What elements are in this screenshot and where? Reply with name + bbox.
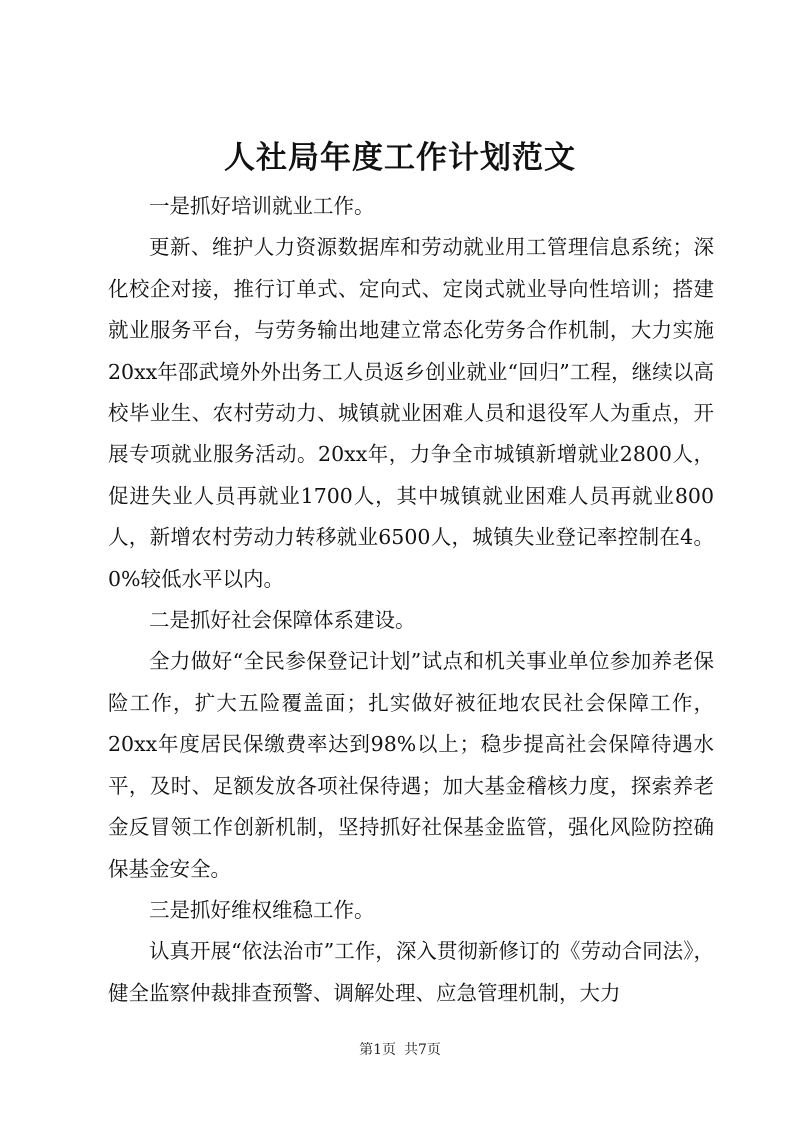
page-number: 第1页 (359, 1042, 396, 1058)
paragraph-employment-details: 更新、维护人力资源数据库和劳动就业用工管理信息系统；深化校企对接，推行订单式、定向式、定岗式就业导向性培训；搭建就业服务平台，与劳务输出地建立常态化劳务合作机制，大力实施20xx年邵武境外外出务工人员返乡创业就业“回归”工程，继续以高校毕业生、农村劳动力、城镇就业困难人员和退役军人为重点，开展专项就业服务活动。20xx年，力争全市城镇新增就业2800人，促进失业人员再就业1700人，其中城镇就业困难人员再就业800人，新增农村劳动力转移就业6500人，城镇失业登记率控制在4。0%较低水平以内。 (108, 235, 714, 591)
page-footer (0, 1040, 800, 1060)
paragraph-heading-social-security: 二是抓好社会保障体系建设。 (149, 608, 416, 633)
document-title: 人社局年度工作计划范文 (224, 140, 576, 176)
document-body (108, 186, 714, 1014)
paragraph-heading-rights-protection: 三是抓好维权维稳工作。 (149, 897, 375, 922)
paragraph-heading-employment: 一是抓好培训就业工作。 (149, 194, 375, 218)
page-total: 共7页 (404, 1042, 441, 1058)
paragraph-social-security-details: 全力做好“全民参保登记计划”试点和机关事业单位参加养老保险工作，扩大五险覆盖面；扎实做好被征地农民社会保障工作，20xx年度居民保缴费率达到98%以上；稳步提高社会保障待遇水平，及时、足额发放各项社保待遇；加大基金稽核力度，探索养老金反冒领工作创新机制，坚持抓好社保基金监管，强化风险防控确保基金安全。 (108, 649, 714, 881)
paragraph-rights-protection-details: 认真开展“依法治市”工作，深入贯彻新修订的《劳动合同法》，健全监察仲裁排查预警、调解处理、应急管理机制，大力 (108, 939, 714, 1005)
